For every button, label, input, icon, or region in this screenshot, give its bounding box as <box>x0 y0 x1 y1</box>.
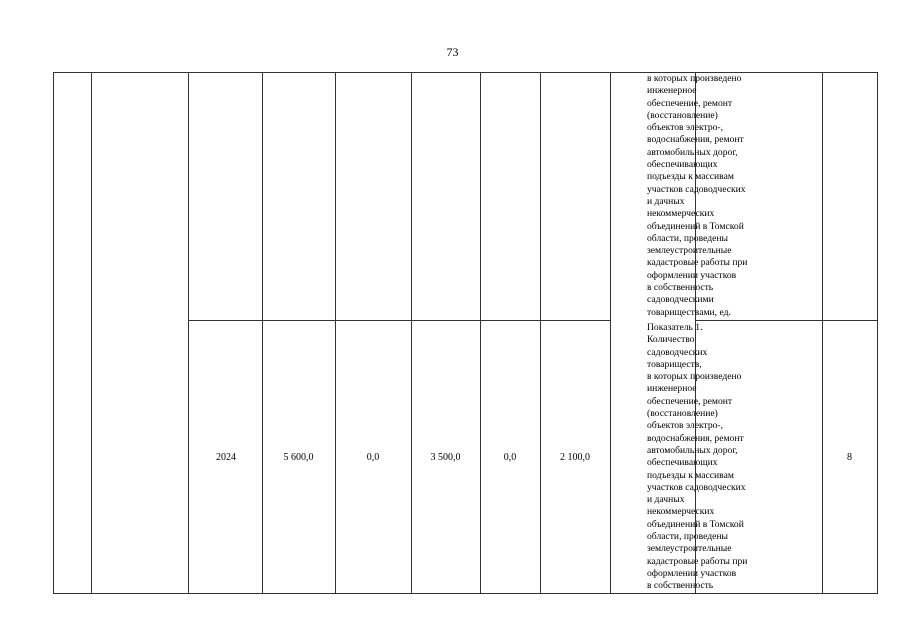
regional-cell: 3 500,0 <box>430 452 461 463</box>
page-number: 73 <box>446 45 459 59</box>
col-border <box>610 72 611 594</box>
total-cell: 5 600,0 <box>283 452 314 463</box>
col-border <box>53 72 54 594</box>
indicator-text-upper: в которых произведено инженерное обеспечение, ремонт (восстановление) объектов электро-, водоснабжения, ремонт автомобильных дорог, обеспечивающих подъезды к массивам участков садоводческих и дачных некоммерческих объединений в Томской области, проведены землеустроительные кадастровые работы при оформлении участков в собственность садоводческими товариществами, ед. <box>647 73 748 318</box>
local-cell: 0,0 <box>503 452 517 463</box>
col-border <box>188 72 189 594</box>
col-border <box>91 72 92 594</box>
col-border <box>335 72 336 594</box>
table-border-bottom <box>53 593 878 594</box>
indicator-value-cell: 8 <box>847 452 852 463</box>
row-divider-right <box>695 320 878 321</box>
row-divider <box>188 320 610 321</box>
col-border <box>540 72 541 594</box>
col-border <box>822 72 823 594</box>
indicator-text-lower: Показатель 1. Количество садоводческих товариществ, в которых произведено инженерное обеспечение, ремонт (восстановление) объектов электро-, водоснабжения, ремонт автомобильных дорог, обеспечивающих подъезды к массивам участков садоводческих и дачных некоммерческих объединений в Томской области, проведены землеустроительные кадастровые работы при оформлении участков в собственность <box>647 322 748 592</box>
year-cell: 2024 <box>216 452 236 463</box>
extra-cell: 2 100,0 <box>560 452 590 463</box>
col-border <box>480 72 481 594</box>
col-border <box>877 72 878 594</box>
federal-cell: 0,0 <box>366 452 380 463</box>
col-border <box>411 72 412 594</box>
col-border <box>262 72 263 594</box>
